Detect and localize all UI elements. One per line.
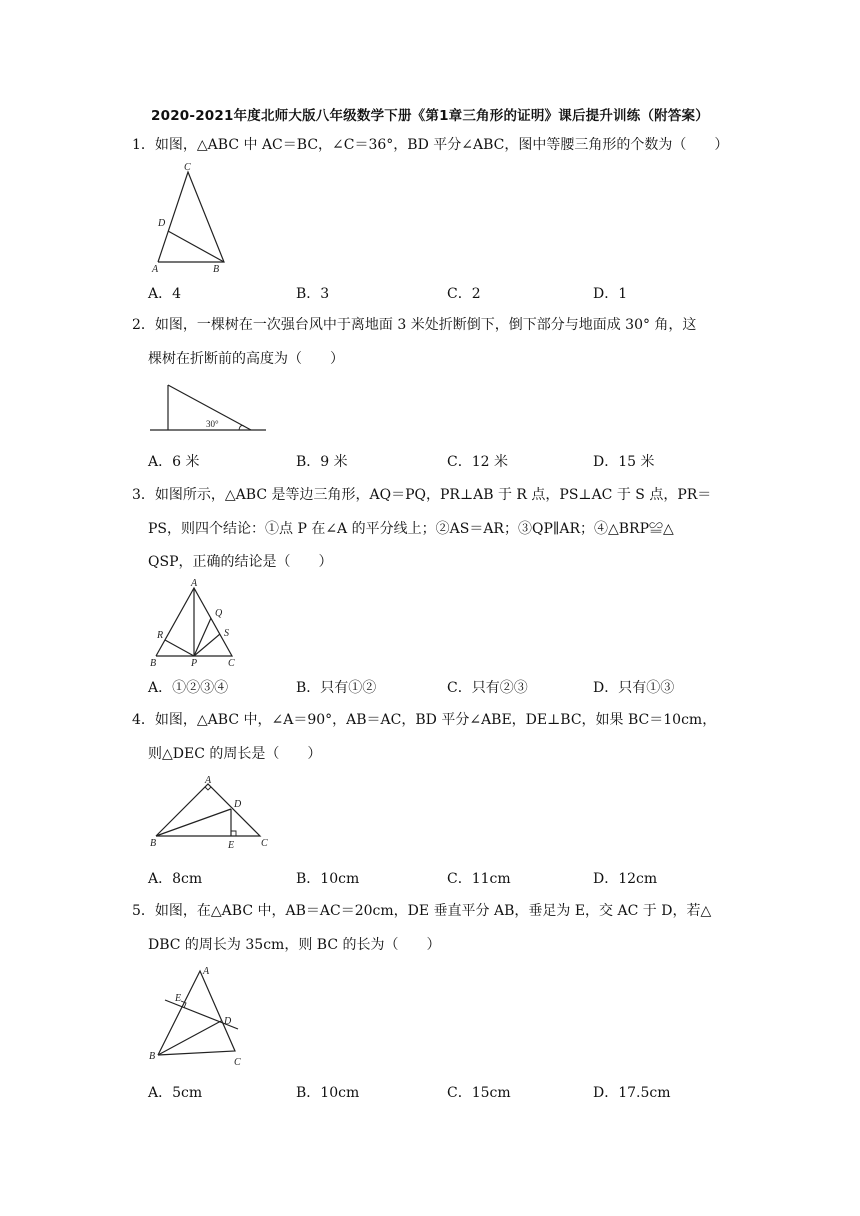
label-R: R	[157, 630, 164, 641]
question-4-text-line-1: 4．如图，△ABC 中，∠A＝90°，AB＝AC，BD 平分∠ABE，DE⊥BC，如果 BC＝10cm，	[132, 712, 717, 728]
label-C: C	[228, 658, 235, 669]
question-3-text-line-1: 3．如图所示，△ABC 是等边三角形，AQ＝PQ，PR⊥AB 于 R 点，PS⊥AC 于 S 点，PR＝	[132, 487, 712, 503]
q4-option-a[interactable]: A．8cm	[148, 871, 203, 887]
q2-option-c[interactable]: C．12 米	[447, 454, 508, 470]
q4-option-d[interactable]: D．12cm	[593, 871, 658, 887]
q2-option-d[interactable]: D．15 米	[593, 454, 655, 470]
q4-option-b[interactable]: B．10cm	[296, 871, 360, 887]
document-title: 2020-2021年度北师大版八年级数学下册《第1章三角形的证明》课后提升训练（附答案）	[151, 108, 709, 124]
question-3-figure	[148, 578, 248, 670]
q5-option-a[interactable]: A．5cm	[148, 1085, 203, 1101]
label-D: D	[224, 1016, 232, 1027]
q1-option-b[interactable]: B．3	[296, 286, 330, 302]
label-A: A	[152, 264, 159, 275]
label-B: B	[150, 658, 157, 669]
label-D: D	[234, 799, 242, 810]
label-D: D	[158, 218, 166, 229]
label-A: A	[203, 966, 210, 977]
label-C: C	[184, 162, 191, 173]
label-P: P	[191, 658, 198, 669]
label-A: A	[205, 775, 212, 786]
q1-option-a[interactable]: A．4	[148, 286, 182, 302]
q1-option-c[interactable]: C．2	[447, 286, 481, 302]
q5-option-c[interactable]: C．15cm	[447, 1085, 511, 1101]
q1-option-d[interactable]: D．1	[593, 286, 628, 302]
q3-option-b[interactable]: B．只有①②	[296, 680, 377, 696]
angle-label: 30°	[206, 419, 219, 429]
label-B: B	[213, 264, 220, 275]
question-3-text-line-2: PS，则四个结论：①点 P 在∠A 的平分线上；②AS＝AR；③QP∥AR；④△BRP≌△	[148, 521, 674, 537]
question-2-figure	[148, 380, 268, 436]
q5-option-b[interactable]: B．10cm	[296, 1085, 360, 1101]
q3-option-a[interactable]: A．①②③④	[148, 680, 229, 696]
question-5-text-line-1: 5．如图，在△ABC 中，AB＝AC＝20cm，DE 垂直平分 AB，垂足为 E，交 AC 于 D，若△	[132, 903, 712, 919]
q4-option-c[interactable]: C．11cm	[447, 871, 511, 887]
question-3-text-line-3: QSP，正确的结论是（ ）	[148, 554, 333, 570]
question-1-figure	[148, 160, 238, 275]
question-4-figure	[148, 776, 278, 854]
question-1-text: 1．如图，△ABC 中 AC＝BC，∠C＝36°，BD 平分∠ABC，图中等腰三角形的个数为（ ）	[132, 137, 729, 153]
label-E: E	[175, 993, 182, 1004]
question-5-text-line-2: DBC 的周长为 35cm，则 BC 的长为（ ）	[148, 937, 441, 953]
label-Q: Q	[215, 608, 223, 619]
q3-option-c[interactable]: C．只有②③	[447, 680, 528, 696]
label-A: A	[191, 578, 198, 589]
question-2-text-line-2: 棵树在折断前的高度为（ ）	[148, 351, 344, 367]
question-5-figure	[148, 964, 248, 1070]
label-S: S	[224, 628, 229, 639]
q5-option-d[interactable]: D．17.5cm	[593, 1085, 671, 1101]
label-B: B	[150, 838, 157, 849]
label-B: B	[149, 1051, 156, 1062]
q2-option-a[interactable]: A．6 米	[148, 454, 200, 470]
label-E: E	[228, 840, 235, 851]
question-4-text-line-2: 则△DEC 的周长是（ ）	[148, 746, 322, 762]
q2-option-b[interactable]: B．9 米	[296, 454, 348, 470]
question-2-text-line-1: 2．如图，一棵树在一次强台风中于离地面 3 米处折断倒下，倒下部分与地面成 30° 角，这	[132, 317, 697, 333]
label-C: C	[261, 838, 268, 849]
q3-option-d[interactable]: D．只有①③	[593, 680, 675, 696]
label-C: C	[234, 1057, 241, 1068]
